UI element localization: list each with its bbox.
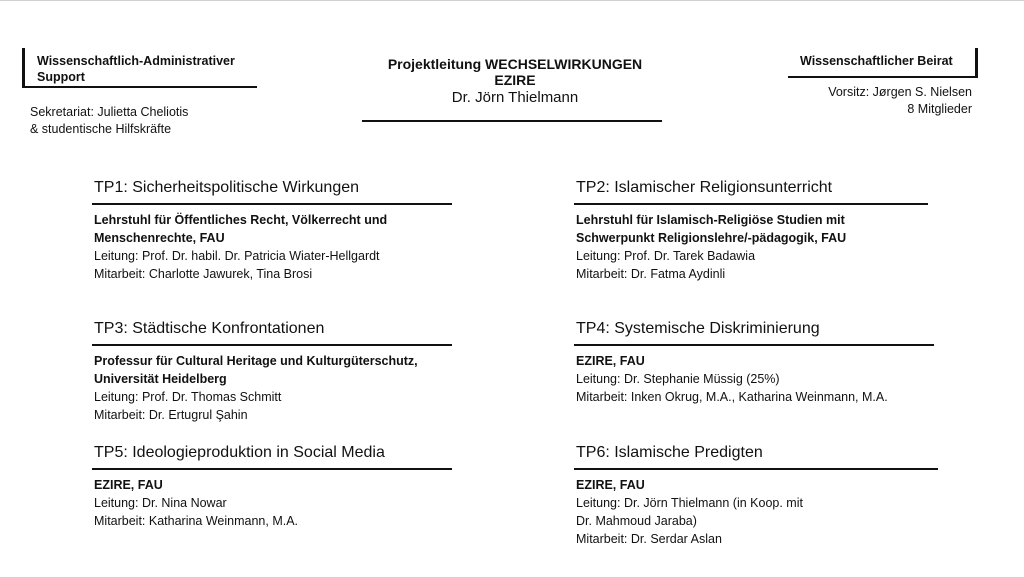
- subproject-tp6: [574, 442, 938, 548]
- header-divider: [362, 120, 662, 122]
- support-sub-line1: Sekretariat: Julietta Cheliotis: [30, 105, 189, 119]
- subproject-tp2: [574, 177, 928, 283]
- tp1-staff: Mitarbeit: Charlotte Jawurek, Tina Brosi: [94, 267, 313, 281]
- tp3-institution-line2: Universität Heidelberg: [94, 372, 227, 386]
- support-details: [30, 104, 188, 138]
- advisory-board-chair: Vorsitz: Jørgen S. Nielsen: [828, 85, 972, 99]
- tp3-lead: Leitung: Prof. Dr. Thomas Schmitt: [94, 390, 282, 404]
- tp2-rule: [574, 203, 928, 205]
- tp1-institution-line2: Menschenrechte, FAU: [94, 231, 225, 245]
- tp2-institution-line1: Lehrstuhl für Islamisch-Religiöse Studien mit: [576, 213, 845, 227]
- tp6-staff: Mitarbeit: Dr. Serdar Aslan: [576, 532, 722, 546]
- project-lead-title: Projektleitung WECHSELWIRKUNGEN: [387, 56, 643, 72]
- support-title-line2: Support: [37, 70, 85, 84]
- tp6-lead: Leitung: Dr. Jörn Thielmann (in Koop. mit: [576, 496, 803, 510]
- advisory-board-title: Wissenschaftlicher Beirat: [800, 54, 953, 68]
- tp4-institution: EZIRE, FAU: [576, 354, 645, 368]
- support-title-line1: Wissenschaftlich-Administrativer: [37, 54, 235, 68]
- tp6-rule: [574, 468, 938, 470]
- project-lead-org: EZIRE: [494, 72, 536, 88]
- tp2-title: TP2: Islamischer Religionsunterricht: [576, 179, 833, 196]
- tp5-lead: Leitung: Dr. Nina Nowar: [94, 496, 227, 510]
- tp4-rule: [574, 344, 934, 346]
- subproject-tp3: [92, 318, 452, 424]
- tp1-institution-line1: Lehrstuhl für Öffentliches Recht, Völkerrecht und: [94, 213, 388, 227]
- support-box: [22, 48, 257, 88]
- tp4-staff: Mitarbeit: Inken Okrug, M.A., Katharina Weinmann, M.A.: [576, 390, 888, 404]
- tp3-staff: Mitarbeit: Dr. Ertugrul Şahin: [94, 408, 248, 422]
- tp2-institution-line2: Schwerpunkt Religionslehre/-pädagogik, FAU: [576, 231, 847, 245]
- tp1-lead: Leitung: Prof. Dr. habil. Dr. Patricia Wiater-Hellgardt: [94, 249, 380, 263]
- tp3-rule: [92, 344, 452, 346]
- tp2-lead: Leitung: Prof. Dr. Tarek Badawia: [576, 249, 756, 263]
- advisory-board-members: 8 Mitglieder: [907, 102, 972, 116]
- advisory-board-box: [788, 48, 978, 78]
- support-sub-line2: & studentische Hilfskräfte: [30, 122, 172, 136]
- tp6-title: TP6: Islamische Predigten: [576, 444, 763, 461]
- tp5-institution: EZIRE, FAU: [94, 478, 163, 492]
- tp2-staff: Mitarbeit: Dr. Fatma Aydinli: [576, 267, 726, 281]
- tp5-rule: [92, 468, 452, 470]
- advisory-board-details: [828, 84, 972, 118]
- tp4-lead: Leitung: Dr. Stephanie Müssig (25%): [576, 372, 780, 386]
- tp1-title: TP1: Sicherheitspolitische Wirkungen: [94, 179, 360, 196]
- tp5-staff: Mitarbeit: Katharina Weinmann, M.A.: [94, 514, 299, 528]
- project-lead-name: Dr. Jörn Thielmann: [451, 89, 579, 106]
- tp5-title: TP5: Ideologieproduktion in Social Media: [94, 444, 385, 461]
- project-lead-header: [340, 56, 690, 108]
- tp6-institution: EZIRE, FAU: [576, 478, 645, 492]
- tp3-institution-line1: Professur für Cultural Heritage und Kulturgüterschutz,: [94, 354, 418, 368]
- subproject-tp1: [92, 177, 452, 283]
- subproject-tp4: [574, 318, 934, 406]
- tp1-rule: [92, 203, 452, 205]
- tp4-title: TP4: Systemische Diskriminierung: [576, 320, 820, 337]
- tp6-lead-cont: Dr. Mahmoud Jaraba): [576, 514, 697, 528]
- tp3-title: TP3: Städtische Konfrontationen: [94, 320, 325, 337]
- subproject-tp5: [92, 442, 452, 530]
